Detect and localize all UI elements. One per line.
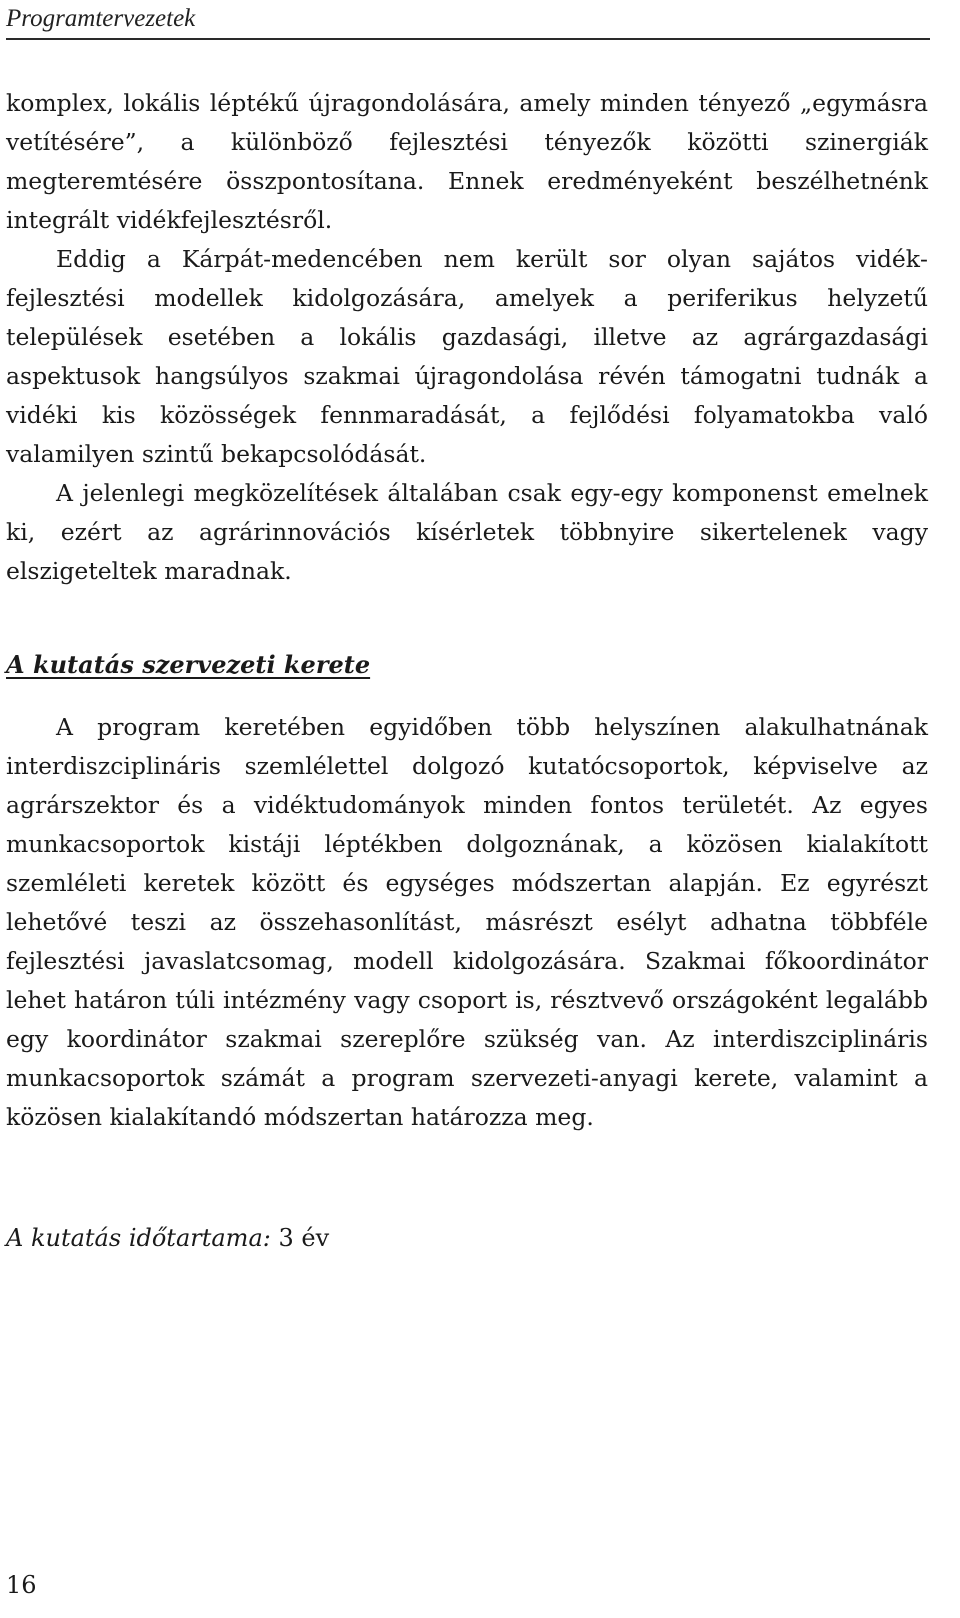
paragraph-framework: A program keretében egyidőben több helyszínen alakulhatnának interdiszciplináris szemlélettel dolgozó kutatócsoportok, képviselve az agrárszektor és a vidéktudományok minden fontos területét. Az egyes munkacsoportok kistáji léptékben dolgoznának, a közösen kialakított szemléleti keretek között és egységes módszertan alapján. Ez egyrészt lehetővé teszi az összehasonlítást, másrészt esélyt adhatna többféle fejlesztési javaslatcsomag, modell kidolgozására. Szakmai főkoordinátor lehet határon túli intézmény vagy csoport is, résztvevő országoként legalább egy koordinátor szakmai szereplőre szükség van. Az interdiszciplináris munkacsoportok számát a program szervezeti-anyagi kerete, valamint a közösen kialakítandó módszertan határozza meg. [6, 713, 928, 1131]
running-header-title: Programtervezetek [6, 5, 196, 32]
header-rule [6, 38, 930, 40]
research-duration [6, 1218, 329, 1258]
paragraph-current-approaches: A jelenlegi megközelítések általában csak egy-egy komponenst emelnek ki, ezért az agrárinnovációs kísérletek többnyire sikertelenek vagy elszigeteltek maradnak. [6, 479, 928, 585]
page-number: 16 [6, 1571, 37, 1599]
paragraph-continuation: komplex, lokális léptékű újragondolására, amely minden tényező „egymásra vetítésére”, a különböző fejlesztési tényezők közötti szinergiák megteremtésére összpontosítana. Ennek eredményeként beszélhetnénk integrált vidékfejlesztésről. [6, 89, 928, 234]
body-section-framework [6, 708, 928, 1137]
paragraph-model-gap: Eddig a Kárpát-medencében nem került sor olyan sajátos vidékfejlesztési modellek kidolgozására, amelyek a periferikus helyzetű települések esetében a lokális gazdasági, illetve az agrárgazdasági aspektusok hangsúlyos szakmai újragondolása révén támogatni tudnák a vidéki kis közösségek fennmaradását, a fejlődési folyamatokba való valamilyen szintű bekapcsolódását. [6, 245, 928, 468]
duration-value: 3 év [278, 1224, 330, 1252]
section-heading: A kutatás szervezeti kerete [6, 650, 371, 679]
duration-label: A kutatás időtartama: [6, 1224, 271, 1252]
body-section-intro [6, 84, 928, 591]
